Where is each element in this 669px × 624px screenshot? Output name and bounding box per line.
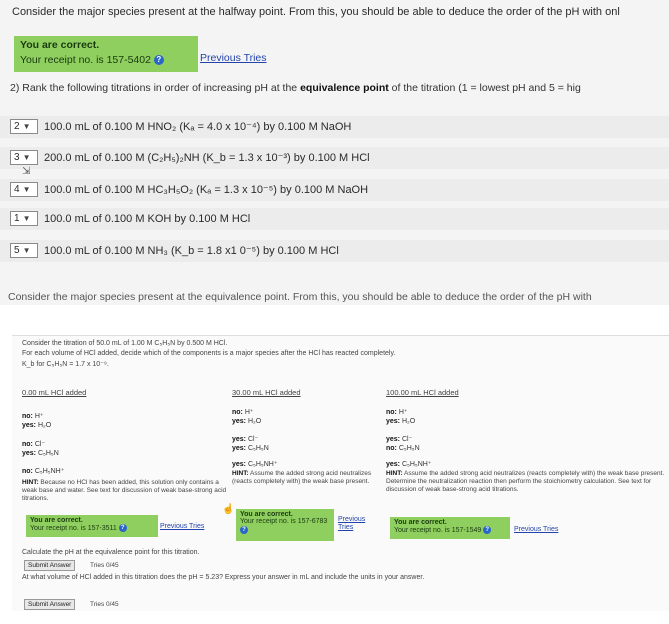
ranking-screenshot [0,0,669,305]
species-row: no: H⁺ [386,409,408,416]
column-heading-0ml: 0.00 mL HCl added [22,388,87,397]
species-row: no: C₅H₅N [386,445,420,452]
species-row: yes: H₂O [386,418,416,425]
hint-text: HINT: Assume the added strong acid neutralizes (reacts completely with) the weak base present. Determine the neutralization reaction then perform the stoichiometry calculation. See text for discussion of weak base-strong acid titrations. [386,470,665,493]
column-heading-30ml: 30.00 mL HCl added [232,388,301,397]
receipt-line: Your receipt no. is 157-5402 ? [20,54,192,66]
correct-feedback [14,36,198,72]
rank-select[interactable]: 2 ▼ [10,119,38,134]
chevron-down-icon: ▼ [22,122,31,131]
previous-tries-link[interactable]: Previous Tries [338,516,366,531]
rank-row: 4 ▼ 100.0 mL of 0.100 M HC₃H₅O₂ (Kₐ = 1.3 x 10⁻⁵) by 0.100 M NaOH [10,182,368,197]
hint-text: HINT: Assume the added strong acid neutralizes (reacts completely with) the weak base present. [232,470,372,485]
info-icon[interactable]: ? [240,526,248,534]
rank-select[interactable]: 1 ▼ [10,211,38,226]
equivalence-instruction: Consider the major species present at the equivalence point. From this, you should be able to deduce the order of the pH with [8,291,592,303]
hint-text: HINT: Because no HCl has been added, this solution only contains a weak base and water. See text for discussion of weak base-strong acid titrations. [22,479,227,502]
correct-feedback: You are correct. Your receipt no. is 157-1549 ? [390,517,510,539]
species-row: yes: H₂O [232,418,262,425]
correct-feedback: You are correct. Your receipt no. is 157-6783 ? [236,509,334,541]
info-icon[interactable]: ? [154,55,164,65]
species-row: no: C₅H₅NH⁺ [22,468,65,475]
rank-row: 2 ▼ 100.0 mL of 0.100 M HNO₂ (Kₐ = 4.0 x 10⁻⁴) by 0.100 M NaOH [10,119,351,134]
titration-panel [12,335,669,611]
rank-row: 3 ▼ 200.0 mL of 0.100 M (C₂H₅)₂NH (K_b = 1.3 x 10⁻³) by 0.100 M HCl [10,150,370,165]
cursor-icon: ⇲ [22,166,31,177]
info-icon[interactable]: ? [483,526,491,534]
calc-question: Calculate the pH at the equivalence point for this titration. [22,549,200,556]
previous-tries-link[interactable]: Previous Tries [514,526,559,533]
species-row: yes: C₅H₅NH⁺ [232,461,278,468]
species-row: yes: Cl⁻ [232,436,259,443]
rank-select[interactable]: 4 ▼ [10,182,38,197]
volume-question: At what volume of HCl added in this titration does the pH = 5.23? Express your answer in mL and include the units in your answer. [22,574,425,581]
correct-title: You are correct. [20,39,100,51]
correct-feedback: You are correct. Your receipt no. is 157-3511 ? [26,515,158,537]
info-icon[interactable]: ? [119,524,127,532]
chevron-down-icon: ▼ [22,153,31,162]
chevron-down-icon: ▼ [22,185,31,194]
submit-answer-button[interactable]: Submit Answer [24,560,75,571]
rank-row: 5 ▼ 100.0 mL of 0.100 M NH₃ (K_b = 1.8 x1 0⁻⁵) by 0.100 M HCl [10,243,339,258]
rank-select[interactable]: 3 ▼ [10,150,38,165]
species-row: yes: H₂O [22,422,52,429]
question-2: 2) Rank the following titrations in order of increasing pH at the equivalence point of the titration (1 = lowest pH and 5 = hig [10,82,581,94]
species-row: yes: C₅H₅N [232,445,269,452]
problem-line-3: K_b for C₅H₅N = 1.7 x 10⁻⁹. [22,361,109,368]
rank-row: 1 ▼ 100.0 mL of 0.100 M KOH by 0.100 M HCl [10,211,250,226]
species-row: yes: C₅H₅NH⁺ [386,461,432,468]
problem-line-2: For each volume of HCl added, decide which of the components is a major species after the HCl has reacted completely. [22,350,396,357]
species-row: no: H⁺ [232,409,254,416]
submit-answer-button[interactable]: Submit Answer [24,599,75,610]
species-row: yes: C₅H₅N [22,450,59,457]
species-row: no: Cl⁻ [22,441,46,448]
cursor-icon: ☝ [222,504,235,515]
previous-tries-link[interactable]: Previous Tries [200,52,267,64]
rank-select[interactable]: 5 ▼ [10,243,38,258]
problem-line-1: Consider the titration of 50.0 mL of 1.00 M C₅H₅N by 0.500 M HCl. [22,340,228,347]
tries-counter: Tries 0/45 [90,562,119,569]
tries-counter: Tries 0/45 [90,601,119,608]
previous-tries-link[interactable]: Previous Tries [160,523,205,530]
species-row: no: H⁺ [22,413,44,420]
species-row: yes: Cl⁻ [386,436,413,443]
chevron-down-icon: ▼ [22,214,31,223]
halfway-instruction: Consider the major species present at the halfway point. From this, you should be able to deduce the order of the pH with onl [12,6,620,18]
column-heading-100ml: 100.00 mL HCl added [386,388,459,397]
chevron-down-icon: ▼ [22,246,31,255]
